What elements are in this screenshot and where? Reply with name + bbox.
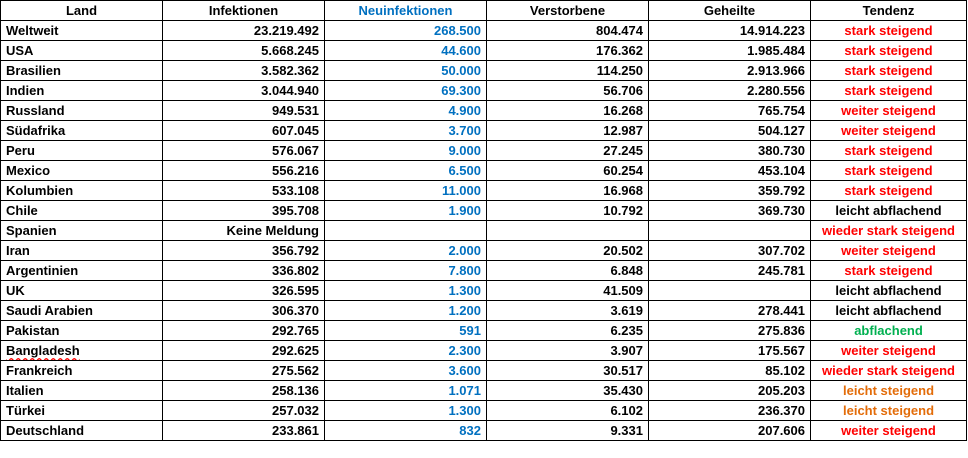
cell-land: Russland [1,101,163,121]
cell-land: Saudi Arabien [1,301,163,321]
cell-geheilte: 85.102 [649,361,811,381]
table-row [1,141,967,161]
cell-land: Frankreich [1,361,163,381]
table-row [1,81,967,101]
cell-infektionen: Keine Meldung [163,221,325,241]
cell-neuinfektionen: 69.300 [325,81,487,101]
cell-neuinfektionen: 3.600 [325,361,487,381]
cell-land: UK [1,281,163,301]
cell-neuinfektionen: 1.300 [325,281,487,301]
cell-neuinfektionen: 2.000 [325,241,487,261]
table-row [1,421,967,441]
cell-land: Pakistan [1,321,163,341]
cell-neuinfektionen: 9.000 [325,141,487,161]
cell-neuinfektionen: 591 [325,321,487,341]
cell-geheilte: 369.730 [649,201,811,221]
cell-tendenz: leicht steigend [811,401,967,421]
cell-geheilte: 207.606 [649,421,811,441]
cell-land: Deutschland [1,421,163,441]
cell-geheilte [649,221,811,241]
cell-infektionen: 233.861 [163,421,325,441]
cell-land: Chile [1,201,163,221]
cell-land: Iran [1,241,163,261]
cell-land [1,341,163,361]
cell-geheilte: 359.792 [649,181,811,201]
header-land: Land [1,1,163,21]
cell-neuinfektionen: 6.500 [325,161,487,181]
cell-land: Brasilien [1,61,163,81]
cell-land: Kolumbien [1,181,163,201]
cell-neuinfektionen: 3.700 [325,121,487,141]
cell-tendenz: weiter steigend [811,421,967,441]
cell-neuinfektionen: 44.600 [325,41,487,61]
cell-infektionen: 3.044.940 [163,81,325,101]
table-row [1,41,967,61]
cell-verstorbene: 30.517 [487,361,649,381]
cell-infektionen: 576.067 [163,141,325,161]
table-row [1,401,967,421]
cell-tendenz: weiter steigend [811,341,967,361]
header-infektionen: Infektionen [163,1,325,21]
cell-geheilte: 453.104 [649,161,811,181]
cell-land: Mexico [1,161,163,181]
table-body [1,21,967,441]
spellcheck-underlined-text: Bangladesh [6,343,80,358]
cell-verstorbene: 12.987 [487,121,649,141]
header-verstorbene: Verstorbene [487,1,649,21]
cell-verstorbene: 3.619 [487,301,649,321]
cell-tendenz: leicht steigend [811,381,967,401]
table-row [1,201,967,221]
cell-neuinfektionen: 4.900 [325,101,487,121]
cell-tendenz: stark steigend [811,261,967,281]
table-row [1,161,967,181]
cell-land: Italien [1,381,163,401]
cell-land: Südafrika [1,121,163,141]
cell-infektionen: 533.108 [163,181,325,201]
cell-infektionen: 23.219.492 [163,21,325,41]
table-row [1,221,967,241]
table-row [1,361,967,381]
cell-geheilte: 765.754 [649,101,811,121]
cell-neuinfektionen: 832 [325,421,487,441]
cell-verstorbene: 27.245 [487,141,649,161]
cell-geheilte: 1.985.484 [649,41,811,61]
cell-tendenz: leicht abflachend [811,281,967,301]
cell-verstorbene: 3.907 [487,341,649,361]
cell-geheilte: 205.203 [649,381,811,401]
cell-verstorbene: 176.362 [487,41,649,61]
cell-verstorbene: 20.502 [487,241,649,261]
header-geheilte: Geheilte [649,1,811,21]
cell-infektionen: 949.531 [163,101,325,121]
table-row [1,101,967,121]
cell-infektionen: 395.708 [163,201,325,221]
cell-land: Weltweit [1,21,163,41]
table-row [1,21,967,41]
cell-verstorbene: 6.102 [487,401,649,421]
cell-neuinfektionen: 2.300 [325,341,487,361]
cell-neuinfektionen: 268.500 [325,21,487,41]
cell-verstorbene: 804.474 [487,21,649,41]
cell-infektionen: 292.765 [163,321,325,341]
cell-verstorbene: 35.430 [487,381,649,401]
cell-tendenz: stark steigend [811,161,967,181]
cell-infektionen: 257.032 [163,401,325,421]
table-row [1,241,967,261]
table-row [1,301,967,321]
cell-infektionen: 3.582.362 [163,61,325,81]
cell-geheilte: 245.781 [649,261,811,281]
cell-infektionen: 326.595 [163,281,325,301]
cell-tendenz: stark steigend [811,41,967,61]
cell-neuinfektionen: 50.000 [325,61,487,81]
cell-geheilte: 236.370 [649,401,811,421]
cell-verstorbene: 56.706 [487,81,649,101]
cell-tendenz: stark steigend [811,21,967,41]
cell-infektionen: 556.216 [163,161,325,181]
cell-verstorbene: 6.235 [487,321,649,341]
cell-verstorbene: 9.331 [487,421,649,441]
table-row [1,61,967,81]
cell-neuinfektionen: 1.300 [325,401,487,421]
cell-geheilte [649,281,811,301]
cell-infektionen: 5.668.245 [163,41,325,61]
cell-geheilte: 504.127 [649,121,811,141]
cell-infektionen: 607.045 [163,121,325,141]
cell-neuinfektionen [325,221,487,241]
cell-neuinfektionen: 1.900 [325,201,487,221]
cell-verstorbene: 114.250 [487,61,649,81]
table-row [1,381,967,401]
cell-neuinfektionen: 1.200 [325,301,487,321]
cell-tendenz: wieder stark steigend [811,361,967,381]
cell-tendenz: leicht abflachend [811,201,967,221]
cell-land: Spanien [1,221,163,241]
cell-tendenz: leicht abflachend [811,301,967,321]
cell-tendenz: abflachend [811,321,967,341]
cell-geheilte: 380.730 [649,141,811,161]
cell-verstorbene: 10.792 [487,201,649,221]
table-header-row [1,1,967,21]
cell-verstorbene: 41.509 [487,281,649,301]
cell-tendenz: wieder stark steigend [811,221,967,241]
cell-tendenz: weiter steigend [811,121,967,141]
cell-verstorbene [487,221,649,241]
cell-geheilte: 278.441 [649,301,811,321]
cell-geheilte: 2.913.966 [649,61,811,81]
header-neuinfektionen: Neuinfektionen [325,1,487,21]
cell-geheilte: 14.914.223 [649,21,811,41]
cell-land: Indien [1,81,163,101]
cell-tendenz: stark steigend [811,141,967,161]
cell-infektionen: 356.792 [163,241,325,261]
table-row [1,281,967,301]
header-tendenz: Tendenz [811,1,967,21]
cell-infektionen: 336.802 [163,261,325,281]
table-row [1,341,967,361]
cell-tendenz: stark steigend [811,61,967,81]
cell-tendenz: stark steigend [811,81,967,101]
cell-tendenz: weiter steigend [811,101,967,121]
cell-tendenz: stark steigend [811,181,967,201]
table-row [1,321,967,341]
cell-geheilte: 175.567 [649,341,811,361]
cell-tendenz: weiter steigend [811,241,967,261]
cell-verstorbene: 6.848 [487,261,649,281]
cell-infektionen: 306.370 [163,301,325,321]
table-row [1,261,967,281]
cell-neuinfektionen: 11.000 [325,181,487,201]
cell-neuinfektionen: 7.800 [325,261,487,281]
cell-verstorbene: 16.968 [487,181,649,201]
cell-land: Türkei [1,401,163,421]
cell-verstorbene: 16.268 [487,101,649,121]
cell-geheilte: 307.702 [649,241,811,261]
cell-geheilte: 2.280.556 [649,81,811,101]
cell-neuinfektionen: 1.071 [325,381,487,401]
table-row [1,181,967,201]
cell-verstorbene: 60.254 [487,161,649,181]
cell-land: USA [1,41,163,61]
cell-infektionen: 292.625 [163,341,325,361]
cell-land: Peru [1,141,163,161]
cell-infektionen: 275.562 [163,361,325,381]
cell-infektionen: 258.136 [163,381,325,401]
table-row [1,121,967,141]
cell-geheilte: 275.836 [649,321,811,341]
cell-land: Argentinien [1,261,163,281]
